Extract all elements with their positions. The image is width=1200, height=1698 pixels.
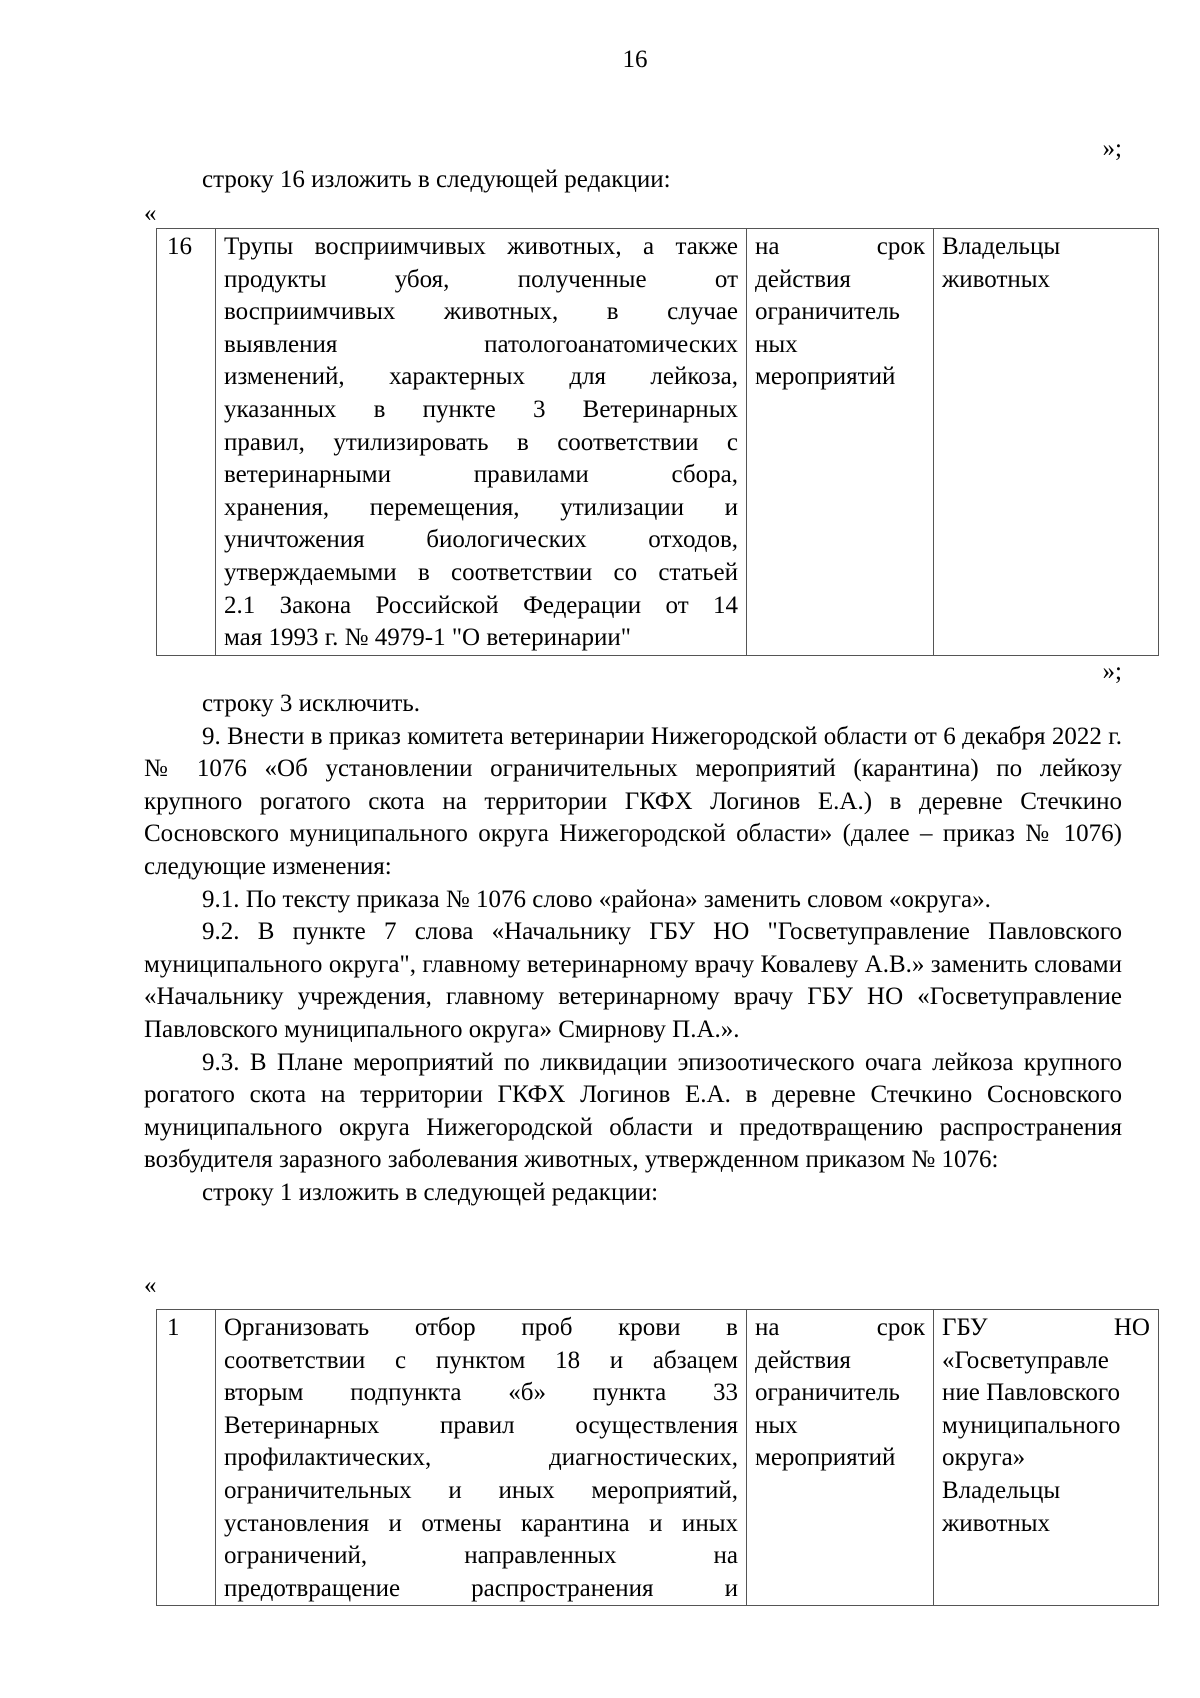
intro-line: строку 16 изложить в следующей редакции: — [202, 166, 671, 193]
cell-line: установления и отмены карантина и иных — [224, 1509, 738, 1537]
cell-line: ограничитель — [755, 1379, 900, 1407]
cell-line: ограничений, направленных на — [224, 1542, 738, 1570]
cell-line: ветеринарными правилами сбора, — [224, 461, 738, 489]
row-number-cell: 1 — [157, 1310, 216, 1606]
cell-line: Организовать отбор проб крови в — [224, 1314, 738, 1341]
cell-line: ГБУ НО — [942, 1314, 1150, 1341]
cell-line: профилактических, диагностических, — [224, 1444, 738, 1472]
cell-line: мероприятий — [755, 363, 896, 391]
cell-line: действия — [755, 265, 851, 293]
cell-line: утверждаемыми в соответствии со статьей — [224, 558, 738, 586]
cell-line: на срок — [755, 1314, 925, 1341]
cell-line: указанных в пункте 3 Ветеринарных — [224, 395, 738, 423]
paragraph: 9.2. В пункте 7 слова «Начальнику ГБУ НО "Госветуправление Павловского муниципального округа", главному ветеринарному врачу Ковалеву А.В.» заменить словами «Начальнику учреждения, главному ветеринарному врачу ГБУ НО «Госветуправление Павловского муниципального округа» Смирнову П.А.». — [144, 918, 1122, 1043]
cell-line: животных — [942, 1509, 1051, 1537]
cell-line: уничтожения биологических отходов, — [224, 526, 738, 554]
paragraph: 9.3. В Плане мероприятий по ликвидации эпизоотического очага лейкоза крупного рогатого скота на территории ГКФХ Логинов Е.А. в деревне Стечкино Сосновского муниципального округа Нижегородской области и предотвращению распространения возбудителя заразного заболевания животных, утвержденном приказом № 1076: — [144, 1048, 1122, 1174]
closing-quote: »; — [1102, 135, 1122, 162]
row-term-cell — [747, 229, 934, 656]
cell-line: муниципального — [942, 1411, 1121, 1439]
cell-line: «Госветуправле — [942, 1346, 1109, 1374]
cell-line: выявления патологоанатомических — [224, 330, 738, 358]
cell-line: продукты убоя, полученные от — [224, 265, 738, 293]
amendment-table-row-1 — [156, 1309, 1159, 1606]
cell-line: изменений, характерных для лейкоза, — [224, 363, 738, 391]
cell-line: восприимчивых животных, в случае — [224, 298, 738, 326]
paragraph: 9.1. По тексту приказа № 1076 слово «района» заменить словом «округа». — [202, 885, 991, 913]
cell-line: вторым подпункта «б» пункта 33 — [224, 1379, 738, 1407]
cell-line: действия — [755, 1346, 851, 1374]
row-text-cell — [216, 1310, 747, 1606]
cell-line: соответствии с пунктом 18 и абзацем — [224, 1346, 738, 1374]
cell-line: Владельцы — [942, 1476, 1061, 1504]
amendment-table-row-16 — [156, 228, 1159, 656]
cell-line: 2.1 Закона Российской Федерации от 14 — [224, 591, 738, 619]
row-responsible-cell — [934, 229, 1159, 656]
row-text-cell — [216, 229, 747, 656]
cell-line: Ветеринарных правил осуществления — [224, 1411, 738, 1439]
cell-line: мероприятий — [755, 1444, 896, 1472]
paragraph: строку 1 изложить в следующей редакции: — [202, 1178, 659, 1206]
opening-quote: « — [144, 200, 157, 227]
paragraph: строку 3 исключить. — [202, 690, 420, 717]
table-row — [157, 1310, 1159, 1606]
cell-line: мая 1993 г. № 4979-1 "О ветеринарии" — [224, 624, 631, 652]
row-number-cell: 16 — [157, 229, 216, 656]
cell-line: ных — [755, 1411, 798, 1439]
cell-line: предотвращение распространения и — [224, 1574, 738, 1602]
page-number: 16 — [622, 46, 648, 73]
cell-line: ограничительных и иных мероприятий, — [224, 1476, 738, 1504]
cell-line: Трупы восприимчивых животных, а также — [224, 233, 738, 260]
closing-quote: »; — [1102, 658, 1122, 685]
row-term-cell — [747, 1310, 934, 1606]
cell-line: ограничитель — [755, 298, 900, 326]
cell-line: на срок — [755, 233, 925, 260]
cell-line: Владельцы — [942, 233, 1061, 260]
opening-quote: « — [144, 1272, 157, 1299]
cell-line: животных — [942, 265, 1051, 293]
cell-line: ных — [755, 330, 798, 358]
body-paragraphs — [144, 688, 1122, 1210]
row-responsible-cell — [934, 1310, 1159, 1606]
paragraph: 9. Внести в приказ комитета ветеринарии Нижегородской области от 6 декабря 2022 г. № 1076 «Об установлении ограничительных мероприятий (карантина) по лейкозу крупного рогатого скота на территории ГКФХ Логинов Е.А.) в деревне Стечкино Сосновского муниципального округа Нижегородской области» (далее – приказ № 1076) следующие изменения: — [144, 722, 1122, 880]
cell-line: ние Павловского — [942, 1379, 1120, 1407]
cell-line: хранения, перемещения, утилизации и — [224, 493, 738, 521]
cell-line: правил, утилизировать в соответствии с — [224, 428, 738, 456]
cell-line: округа» — [942, 1444, 1026, 1472]
table-row — [157, 229, 1159, 656]
